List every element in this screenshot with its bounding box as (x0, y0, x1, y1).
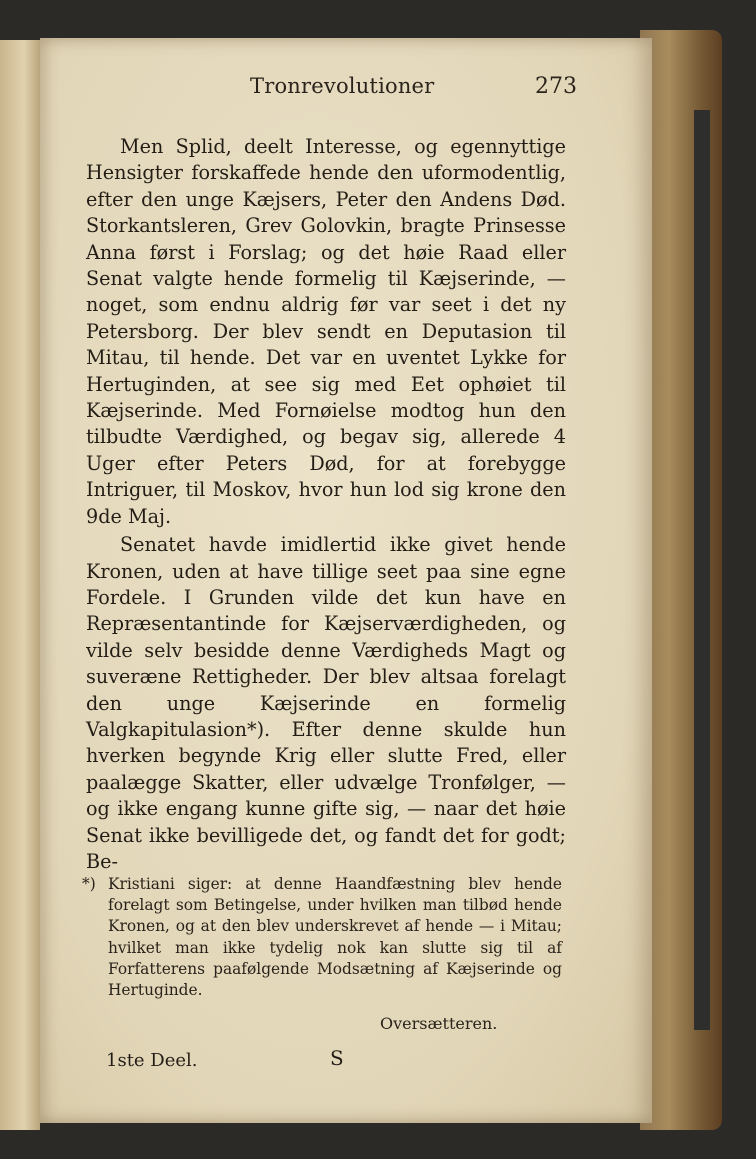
footnote-text: Kristiani siger: at denne Haandfæstning blev hende forelagt som Betingelse, under hvilken man tilbød hende Kronen, og at den blev underskrevet af hende — i Mitau; hvilket man ikke tydelig nok kan slutte sig til af Forfatterens paafølgende Modsætning af Kæjserinde og Hertuginde. (108, 875, 562, 1000)
paragraph-1: Men Splid, deelt Interesse, og egennyttige Hensigter forskaffede hende den uformodentlig, efter den unge Kæjsers, Peter den Andens Død. Storkantsleren, Grev Golovkin, bragte Prinsesse Anna først i Forslag; og det høie Raad eller Senat valgte hende formelig til Kæjserinde, — noget, som endnu aldrig før var seet i det ny Petersborg. Der blev sendt en Deputasion til Mitau, til hende. Det var en uventet Lykke for Hertuginden, at see sig med Eet ophøiet til Kæjserinde. Med Fornøielse modtog hun den tilbudte Værdighed, og begav sig, allerede 4 Uger efter Peters Død, for at forebygge Intriguer, til Moskov, hvor hun lod sig krone den 9de Maj. (86, 135, 566, 528)
footnote (82, 874, 562, 1001)
running-head (80, 74, 612, 110)
page-number: 273 (535, 74, 577, 99)
facing-page-edge (0, 40, 40, 1130)
signature-line (106, 1046, 566, 1078)
footnote-marker: *) (82, 875, 96, 893)
running-head-title: Tronrevolutioner (250, 74, 435, 98)
signature-mark: S (330, 1046, 344, 1070)
paragraph-2: Senatet havde imidlertid ikke givet hende Kronen, uden at have tillige seet paa sine egne Fordele. I Grunden vilde det kun have en Repræsentantinde for Kæjserværdigheden, og vilde selv besidde denne Værdigheds Magt og suveræne Rettigheder. Der blev altsaa forelagt den unge Kæjserinde en formelig Valgkapitulasion*). Efter denne skulde hun hverken begynde Krig eller slutte Fred, eller paalægge Skatter, eller udvælge Tronfølger, — og ikke engang kunne gifte sig, — naar det høie Senat ikke bevilligede det, og fandt det for godt; Be- (86, 533, 566, 873)
footnote-attribution: Oversætteren. (380, 1014, 498, 1033)
volume-label: 1ste Deel. (106, 1050, 198, 1071)
body-text (86, 134, 566, 875)
page-block-edge (640, 30, 722, 1130)
book-page (40, 38, 652, 1123)
